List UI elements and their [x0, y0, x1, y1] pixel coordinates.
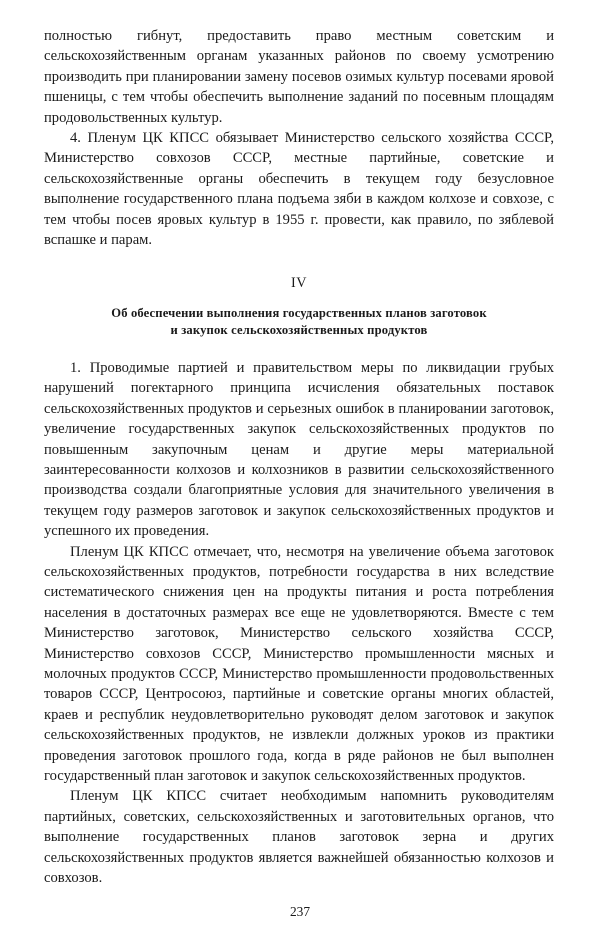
paragraph-continued: полностью гибнут, предоставить право местным советским и сельскохозяйственным органам указанных районов по своему усмотрению производить при планировании замену посевов озимых культур посевами яровой пшеницы, с тем чтобы обеспечить выполнение заданий по посевным площадям продовольственных культур.: [44, 28, 554, 126]
section-heading: [58, 305, 540, 339]
section-number: IV: [291, 275, 307, 292]
paragraph-plenum-reminder: Пленум ЦК КПСС считает необходимым напомнить руководителям партийных, советских, сельскохозяйственных и заготовительных органов, что выполнение государственных планов заготовок зерна и других сельскохозяйственных продуктов является важнейшей обязанностью колхозов и совхозов.: [44, 788, 554, 887]
paragraph-item-4: 4. Пленум ЦК КПСС обязывает Министерство сельского хозяйства СССР, Министерство совхозов СССР, местные партийные, советские и сельскохозяйственные органы обеспечить в текущем году безусловное выполнение государственного плана подъема зяби в каждом колхозе и совхозе, с тем чтобы посев яровых культур в 1955 г. провести, как правило, по зяблевой вспашке и парам.: [44, 130, 554, 249]
section-body-block: [44, 358, 554, 889]
section-heading-line-2: и закупок сельскохозяйственных продуктов: [170, 322, 428, 337]
page-body: [44, 26, 554, 888]
page-number: 237: [289, 904, 311, 919]
continued-paragraph-block: [44, 26, 554, 250]
paragraph-item-1: 1. Проводимые партией и правительством меры по ликвидации грубых нарушений погектарного принципа исчисления обязательных поставок сельскохозяйственных продуктов и серьезных ошибок в планировании заготовок, увеличение государственных закупок сельскохозяйственных продуктов по повышенным закупочным ценам и другие меры материальной заинтересованности колхозов и колхозников в развитии сельскохозяйственного производства создали благоприятные условия для значительного увеличения в текущем году размеров заготовок и закупок сельскохозяйственных продуктов и успешного их проведения.: [44, 359, 554, 540]
section-heading-line-1: Об обеспечении выполнения государственных планов заготовок: [111, 305, 487, 320]
paragraph-plenum-notes: Пленум ЦК КПСС отмечает, что, несмотря на увеличение объема заготовок сельскохозяйственных продуктов, потребности государства в них вследствие систематического снижения цен на продукты питания и роста потребления населения в достаточных размерах все еще не удовлетворяются. Вместе с тем Министерство заготовок, Министерство сельского хозяйства СССР, Министерство совхозов СССР, Министерство промышленности мясных и молочных продуктов СССР, Министерство промышленности продовольственных товаров СССР, Центросоюз, партийные и советские органы многих областей, краев и республик неудовлетворительно руководят делом заготовок и закупок сельскохозяйственных продуктов, не извлекли должных уроков из практики проведения заготовок прошлого года, когда в ряде районов не был выполнен государственный план заготовок и закупок сельскохозяйственных продуктов.: [44, 543, 554, 784]
